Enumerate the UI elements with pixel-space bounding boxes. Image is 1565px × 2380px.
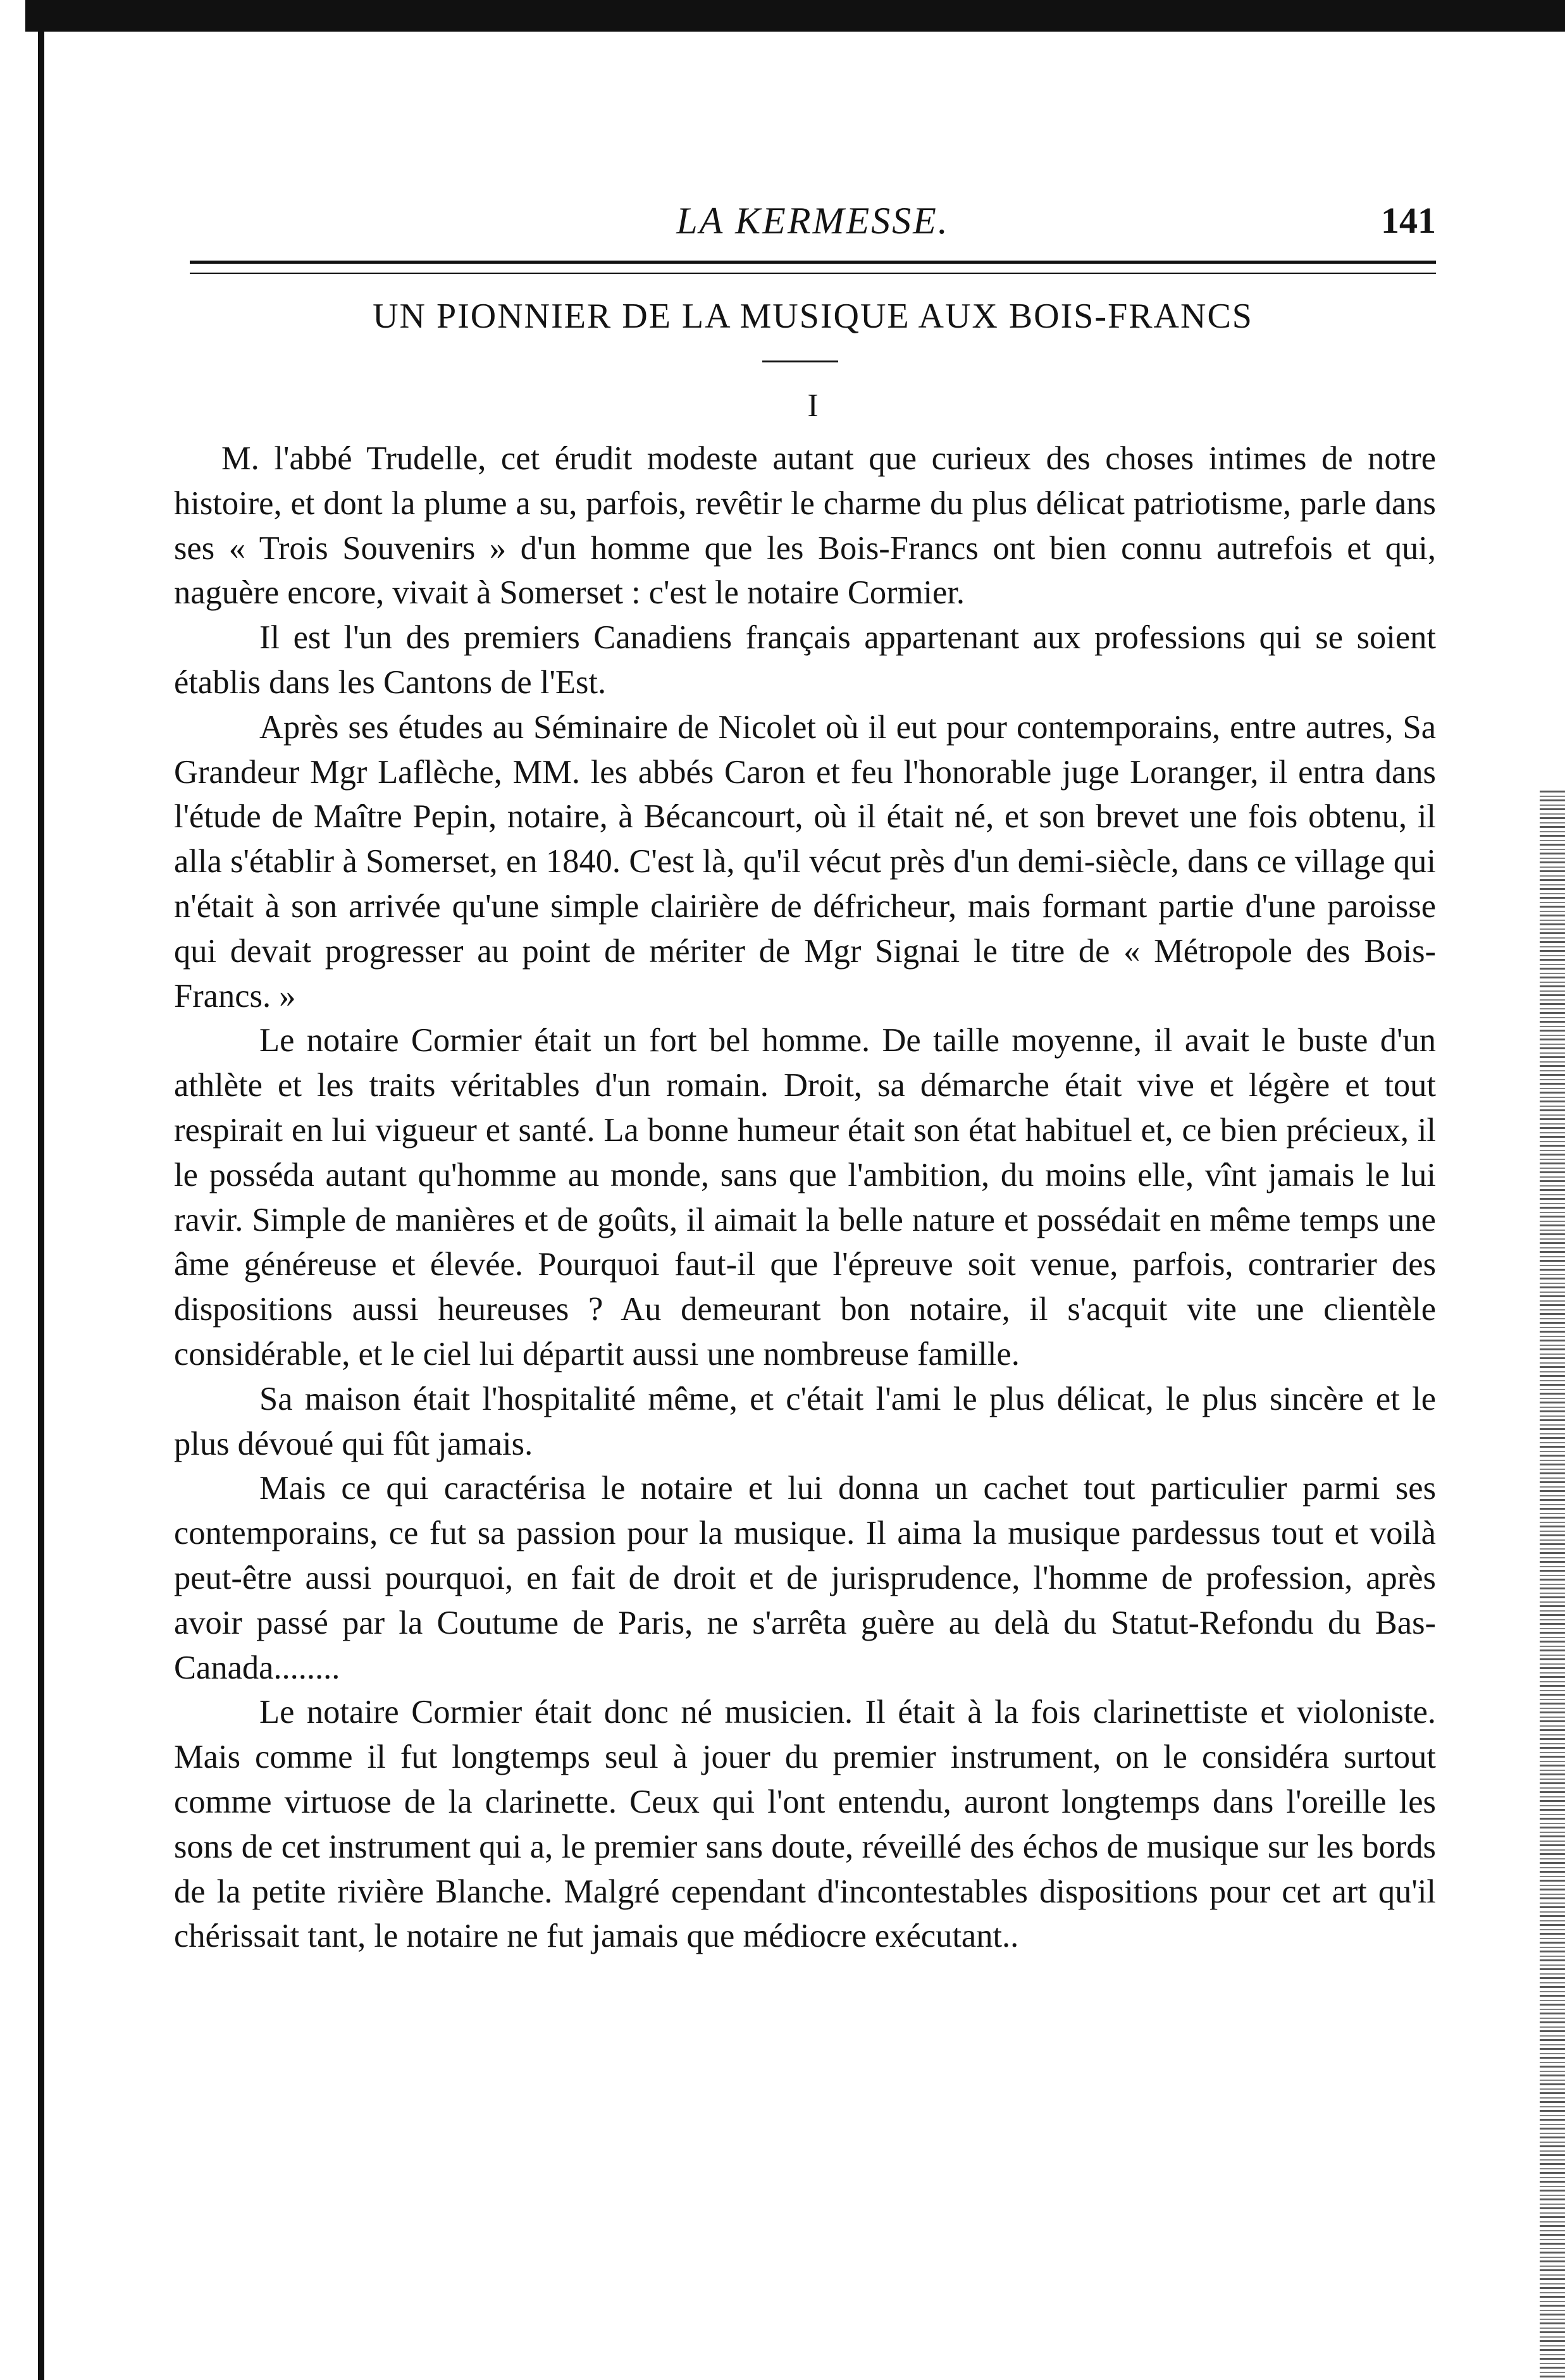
scan-border-top [25,0,1565,32]
paragraph: Il est l'un des premiers Canadiens français appartenant aux professions qui se soient établis dans les Cantons de l'Est. [174,619,1436,701]
running-head [190,193,1436,250]
paragraph: Après ses études au Séminaire de Nicolet où il eut pour contemporains, entre autres, Sa Grandeur Mgr Laflèche, MM. les abbés Caron et feu l'honorable juge Loranger, il entra dans l'étude de Maître Pepin, notaire, à Bécancourt, où il était né, et son brevet une fois obtenu, il alla s'établir à Somerset, en 1840. C'est là, qu'il vécut près d'un demi-siècle, dans ce village qui n'était à son arrivée qu'une simple clairière de défricheur, mais formant partie d'une paroisse qui devait progresser au point de mériter de Mgr Signai le titre de « Métropole des Bois-Francs. » [174,708,1436,1014]
article-title: UN PIONNIER DE LA MUSIQUE AUX BOIS-FRANCS [373,297,1253,336]
article-body [174,436,1436,1959]
title-divider [762,361,838,362]
paragraph: Sa maison était l'hospitalité même, et c'était l'ami le plus délicat, le plus sincère et le plus dévoué qui fût jamais. [174,1380,1436,1462]
paragraph: M. l'abbé Trudelle, cet érudit modeste autant que curieux des choses intimes de notre histoire, et dont la plume a su, parfois, revêtir le charme du plus délicat patriotisme, parle dans ses « Trois Souvenirs » d'un homme que les Bois-Francs ont bien connu autrefois et qui, naguère encore, vivait à Somerset : c'est le notaire Cormier. [174,440,1436,612]
paragraph: Le notaire Cormier était un fort bel homme. De taille moyenne, il avait le buste d'un athlète et les traits véritables d'un romain. Droit, sa démarche était vive et légère et tout respirait en lui vigueur et santé. La bonne humeur était son état habituel et, ce bien précieux, il le posséda autant qu'homme au monde, sans que l'ambition, du moins elle, vînt jamais le lui ravir. Simple de manières et de goûts, il aimait la belle nature et possédait en même temps une âme généreuse et élevée. Pourquoi faut-il que l'épreuve soit venue, parfois, contrarier des dispositions aussi heureuses ? Au demeurant bon notaire, il s'acquit vite une clientèle considérable, et le ciel lui départit aussi une nombreuse famille. [174,1022,1436,1372]
header-rule [190,261,1436,274]
paragraph: Mais ce qui caractérisa le notaire et lui donna un cachet tout particulier parmi ses contemporains, ce fut sa passion pour la musique. Il aima la musique pardessus tout et voilà peut-être aussi pourquoi, en fait de droit et de jurisprudence, l'homme de profession, après avoir passé par la Coutume de Paris, ne s'arrêta guère au delà du Statut-Refondu du Bas-Canada........ [174,1470,1436,1686]
scan-border-left [38,25,44,2380]
section-number: I [807,388,819,424]
page-number: 141 [1381,200,1436,241]
scan-edge-noise [1540,791,1565,2380]
paragraph: Le notaire Cormier était donc né musicien. Il était à la fois clarinettiste et violoniste. Mais comme il fut longtemps seul à jouer du premier instrument, on le considéra surtout comme virtuose de la clarinette. Ceux qui l'ont entendu, auront longtemps dans l'oreille les sons de cet instrument qui a, le premier sans doute, réveillé des échos de musique sur les bords de la petite rivière Blanche. Malgré cependant d'incontestables dispositions pour cet art qu'il chérissait tant, le notaire ne fut jamais que médiocre exécutant.. [174,1694,1436,1955]
running-title: LA KERMESSE. [676,200,950,242]
